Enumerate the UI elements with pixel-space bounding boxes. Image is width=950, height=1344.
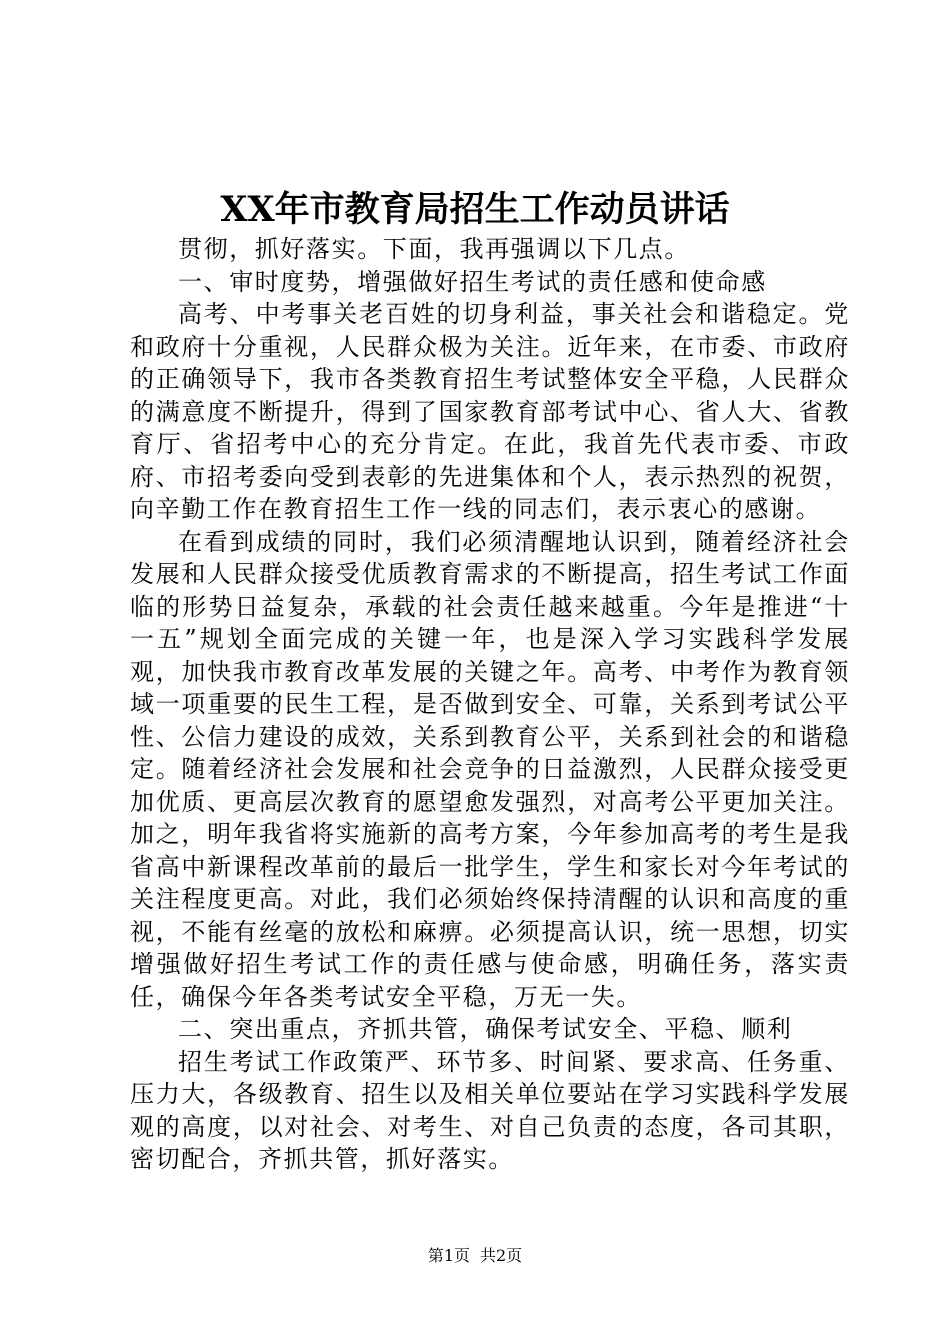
page-total: 共2页: [480, 1246, 523, 1265]
page-footer: [0, 1245, 950, 1267]
section-heading-1: 一、审时度势，增强做好招生考试的责任感和使命感: [178, 267, 767, 296]
section-heading-2: 二、突出重点，齐抓共管，确保考试安全、平稳、顺利: [178, 1015, 793, 1043]
paragraph-1: 高考、中考事关老百姓的切身利益，事关社会和谐稳定。党和政府十分重视，人民群众极为关注。近年来，在市委、市政府的正确领导下，我市各类教育招生考试整体安全平稳，人民群众的满意度不断提升，得到了国家教育部考试中心、省人大、省教育厅、省招考中心的充分肯定。在此，我首先代表市委、市政府、市招考委向受到表彰的先进集体和个人，表示热烈的祝贺，向辛勤工作在教育招生工作一线的同志们，表示衷心的感谢。: [130, 300, 850, 523]
paragraph-3: 招生考试工作政策严、环节多、时间紧、要求高、任务重、压力大，各级教育、招生以及相关单位要站在学习实践科学发展观的高度，以对社会、对考生、对自己负责的态度，各司其职，密切配合，齐抓共管，抓好落实。: [130, 1047, 850, 1173]
paragraph-2: 在看到成绩的同时，我们必须清醒地认识到，随着经济社会发展和人民群众接受优质教育需求的不断提高，招生考试工作面临的形势日益复杂，承载的社会责任越来越重。今年是推进“十一五”规划全面完成的关键一年，也是深入学习实践科学发展观，加快我市教育改革发展的关键之年。高考、中考作为教育领域一项重要的民生工程，是否做到安全、可靠，关系到考试公平性、公信力建设的成效，关系到教育公平，关系到社会的和谐稳定。随着经济社会发展和社会竞争的日益激烈，人民群众接受更加优质、更高层次教育的愿望愈发强烈，对高考公平更加关注。加之，明年我省将实施新的高考方案，今年参加高考的考生是我省高中新课程改革前的最后一批学生，学生和家长对今年考试的关注程度更高。对此，我们必须始终保持清醒的认识和高度的重视，不能有丝毫的放松和麻痹。必须提高认识，统一思想，切实增强做好招生考试工作的责任感与使命感，明确任务，落实责任，确保今年各类考试安全平稳，万无一失。: [130, 527, 850, 1011]
document-body: [130, 233, 850, 1176]
paragraph-intro: 贯彻，抓好落实。下面，我再强调以下几点。: [178, 235, 690, 263]
document-title: XX年市教育局招生工作动员讲话: [220, 189, 730, 230]
page-number: 第1页: [427, 1246, 470, 1265]
